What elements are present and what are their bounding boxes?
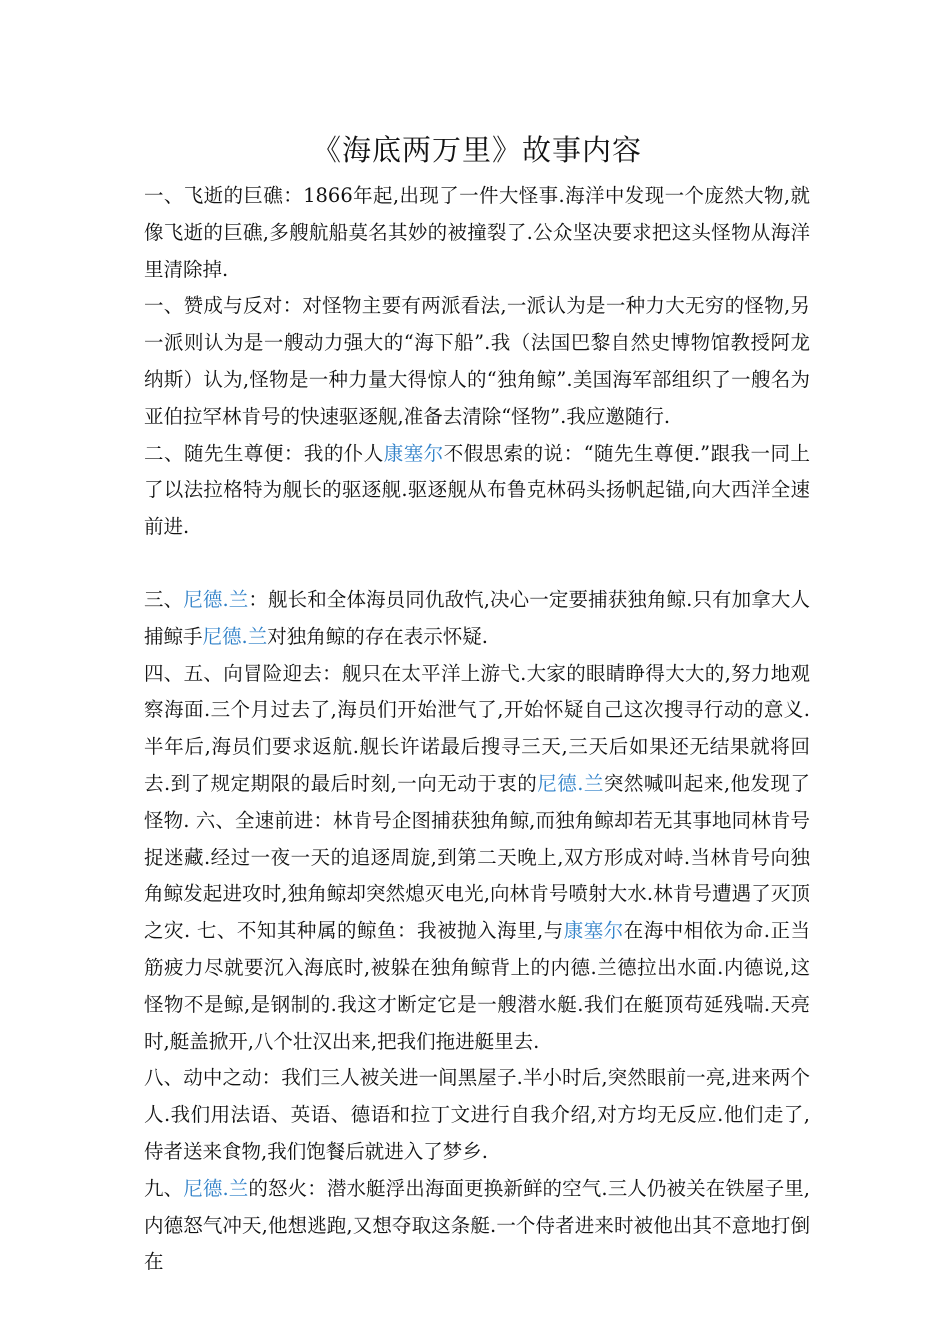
- name-highlight: 康塞尔: [383, 441, 444, 465]
- paragraph-4: 三、尼德.兰：舰长和全体海员同仇敌忾,决心一定要捕获独角鲸.只有加拿大人捕鲸手尼德.兰对独角鲸的存在表示怀疑.: [144, 587, 810, 648]
- document-page: [144, 128, 810, 1281]
- paragraph-1: 一、飞逝的巨礁：1866年起,出现了一件大怪事.海洋中发现一个庞然大物,就像飞逝的巨礁,多艘航船莫名其妙的被撞裂了.公众坚决要求把这头怪物从海洋里清除掉.: [144, 184, 810, 281]
- name-highlight: 尼德.兰: [183, 1176, 249, 1200]
- paragraph-6: 八、动中之动：我们三人被关进一间黑屋子.半小时后,突然眼前一亮,进来两个人.我们用法语、英语、德语和拉丁文进行自我介绍,对方均无反应.他们走了,侍者送来食物,我们饱餐后就进入了梦乡.: [144, 1066, 810, 1163]
- name-highlight: 尼德.兰: [202, 624, 268, 648]
- paragraph-3: 二、随先生尊便：我的仆人康塞尔不假思索的说：“随先生尊便.”跟我一同上了以法拉格特为舰长的驱逐舰.驱逐舰从布鲁克林码头扬帆起锚,向大西洋全速前进.: [144, 441, 810, 539]
- blank-line: [144, 546, 810, 582]
- paragraph-5: 四、五、向冒险迎去：舰只在太平洋上游弋.大家的眼睛睁得大大的,努力地观察海面.三个月过去了,海员们开始泄气了,开始怀疑自己这次搜寻行动的意义.半年后,海员们要求返航.舰长许诺最后搜寻三天,三天后如果还无结果就将回去.到了规定期限的最后时刻,一向无动于衷的尼德.兰突然喊叫起来,他发现了怪物. 六、全速前进：林肯号企图捕获独角鲸,而独角鲸却若无其事地同林肯号捉迷藏.经过一夜一天的追逐周旋,到第二天晚上,双方形成对峙.当林肯号向独角鲸发起进攻时,独角鲸却突然熄灭电光,向林肯号喷射大水.林肯号遭遇了灭顶之灾. 七、不知其种属的鲸鱼：我被抛入海里,与康塞尔在海中相依为命.正当筋疲力尽就要沉入海底时,被躲在独角鲸背上的内德.兰德拉出水面.内德说,这怪物不是鲸,是钢制的.我这才断定它是一艘潜水艇.我们在艇顶苟延残喘.天亮时,艇盖掀开,八个壮汉出来,把我们拖进艇里去.: [144, 661, 811, 1053]
- name-highlight: 尼德.兰: [183, 587, 249, 611]
- name-highlight: 康塞尔: [563, 919, 624, 943]
- paragraph-7: 九、尼德.兰的怒火：潜水艇浮出海面更换新鲜的空气.三人仍被关在铁屋子里,内德怒气冲天,他想逃跑,又想夺取这条艇.一个侍者进来时被他出其不意地打倒在: [144, 1176, 810, 1274]
- paragraph-2: 一、赞成与反对：对怪物主要有两派看法,一派认为是一种力大无穷的怪物,另一派则认为是一艘动力强大的“海下船”.我（法国巴黎自然史博物馆教授阿龙纳斯）认为,怪物是一种力量大得惊人的“独角鲸”.美国海军部组织了一艘名为亚伯拉罕林肯号的快速驱逐舰,准备去清除“怪物”.我应邀随行.: [144, 294, 810, 428]
- name-highlight: 尼德.兰: [537, 771, 604, 795]
- page-title: 《海底两万里》故事内容: [311, 133, 642, 167]
